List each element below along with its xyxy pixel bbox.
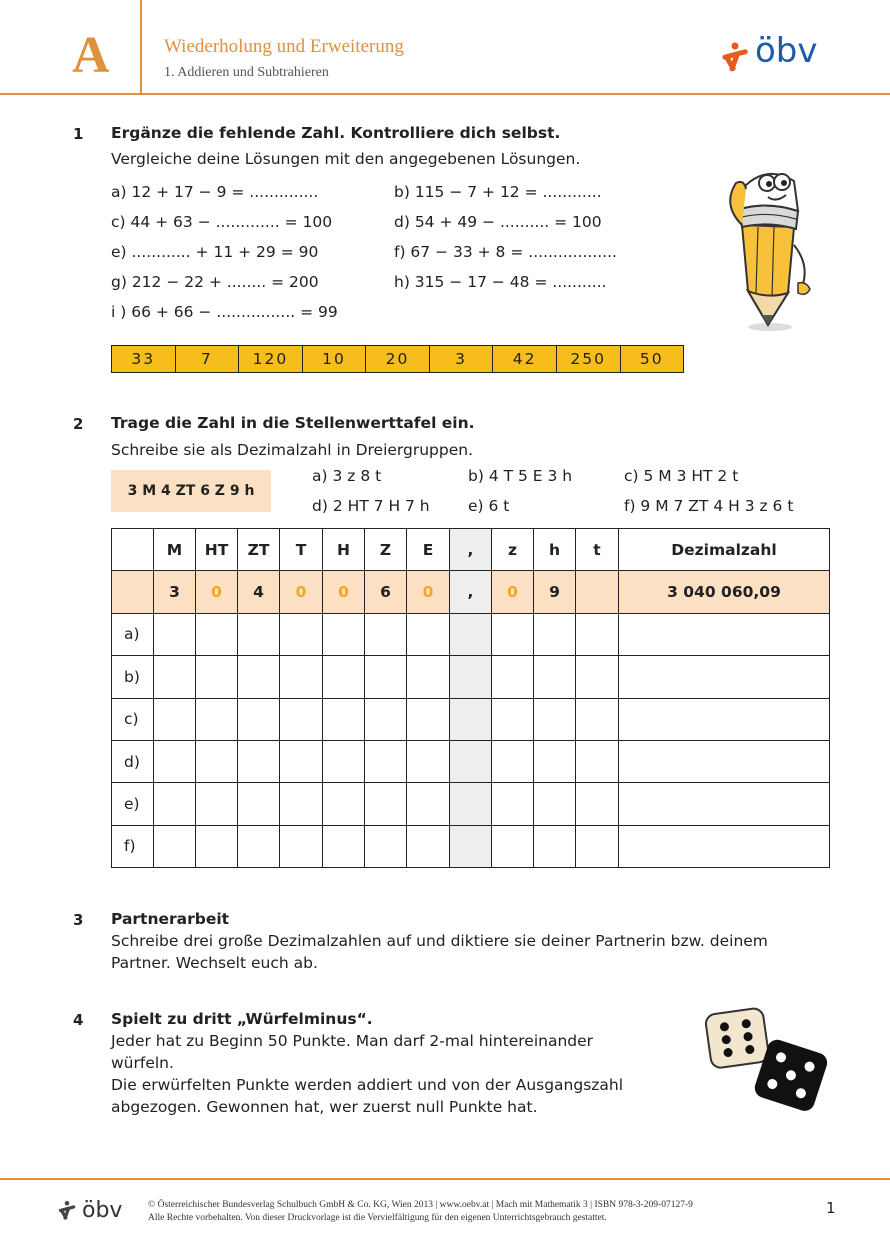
table-cell[interactable]	[238, 698, 280, 740]
place-value-table	[111, 528, 830, 868]
row-label: c)	[112, 698, 154, 740]
exercise-h: h) 315 − 17 − 48 = ...........	[394, 273, 607, 291]
column-header: HT	[196, 529, 238, 571]
table-cell[interactable]	[365, 740, 407, 782]
task-text-line: Die erwürfelten Punkte werden addiert und von der Ausgangszahl	[111, 1076, 624, 1094]
task-number: 1	[73, 125, 84, 143]
table-cell[interactable]	[196, 698, 238, 740]
table-cell[interactable]	[280, 613, 323, 655]
task-instruction: Vergleiche deine Lösungen mit den angegebenen Lösungen.	[111, 150, 581, 168]
task-number: 4	[73, 1011, 84, 1029]
table-cell[interactable]	[407, 825, 450, 867]
table-cell[interactable]	[576, 698, 619, 740]
exercise-f: f) 67 − 33 + 8 = ..................	[394, 243, 617, 261]
row-label: b)	[112, 656, 154, 698]
answer-cell: 250	[557, 346, 621, 372]
row-label: f)	[112, 825, 154, 867]
table-cell[interactable]	[238, 740, 280, 782]
example-box: 3 M 4 ZT 6 Z 9 h	[111, 470, 271, 512]
table-cell[interactable]	[280, 783, 323, 825]
decimal-cell[interactable]	[619, 613, 830, 655]
table-cell: 0	[407, 571, 450, 613]
header-divider	[140, 0, 142, 93]
table-cell[interactable]	[323, 825, 365, 867]
footer-line: Alle Rechte vorbehalten. Von dieser Druckvorlage ist die Vervielfältigung für den eigenen Unterrichtsgebrauch gestattet.	[148, 1213, 607, 1223]
table-cell: 6	[365, 571, 407, 613]
table-cell: ,	[450, 571, 492, 613]
task-text-line: Partner. Wechselt euch ab.	[111, 954, 318, 972]
answer-cell: 50	[639, 350, 664, 368]
decimal-cell[interactable]	[619, 698, 830, 740]
table-cell[interactable]	[196, 740, 238, 782]
column-header: ,	[450, 529, 492, 571]
column-header: H	[323, 529, 365, 571]
table-header-row	[112, 529, 830, 571]
column-header: M	[154, 529, 196, 571]
exercise-e: e) ............ + 11 + 29 = 90	[111, 243, 319, 261]
table-cell[interactable]	[323, 613, 365, 655]
table-cell[interactable]	[534, 698, 576, 740]
row-label: a)	[112, 613, 154, 655]
footer-rule	[0, 1178, 890, 1180]
decimal-cell[interactable]	[619, 783, 830, 825]
table-cell	[450, 656, 492, 698]
table-cell[interactable]	[407, 783, 450, 825]
table-cell[interactable]	[534, 740, 576, 782]
item-c: c) 5 M 3 HT 2 t	[624, 467, 739, 485]
table-cell[interactable]	[365, 825, 407, 867]
table-row	[112, 783, 830, 825]
table-cell[interactable]	[492, 698, 534, 740]
table-cell[interactable]	[154, 656, 196, 698]
table-row	[112, 825, 830, 867]
table-cell	[450, 698, 492, 740]
table-cell[interactable]	[323, 698, 365, 740]
task-text-line: würfeln.	[111, 1054, 174, 1072]
answer-cell: 3	[430, 346, 494, 372]
task-number: 3	[73, 911, 84, 929]
table-cell[interactable]	[365, 656, 407, 698]
table-cell[interactable]	[238, 783, 280, 825]
table-cell[interactable]	[196, 783, 238, 825]
table-cell[interactable]	[576, 613, 619, 655]
table-cell[interactable]	[576, 740, 619, 782]
table-cell[interactable]	[323, 740, 365, 782]
page-number: 1	[826, 1199, 836, 1217]
table-cell[interactable]	[407, 613, 450, 655]
table-cell[interactable]	[534, 825, 576, 867]
table-cell	[450, 825, 492, 867]
table-cell[interactable]	[280, 698, 323, 740]
column-header: T	[280, 529, 323, 571]
answer-cell: 10	[303, 346, 367, 372]
table-cell[interactable]	[576, 656, 619, 698]
task-heading: Partnerarbeit	[111, 910, 230, 928]
table-cell: 0	[492, 571, 534, 613]
answer-cell: 33	[112, 346, 176, 372]
item-b: b) 4 T 5 E 3 h	[468, 467, 573, 485]
task-text-line: abgezogen. Gewonnen hat, wer zuerst null Punkte hat.	[111, 1098, 538, 1116]
table-cell[interactable]	[576, 825, 619, 867]
example-row	[112, 571, 830, 613]
table-cell[interactable]	[196, 825, 238, 867]
table-cell: 3	[154, 571, 196, 613]
exercise-a: a) 12 + 17 − 9 = ..............	[111, 183, 319, 201]
table-cell[interactable]	[196, 613, 238, 655]
pencil-mascot-icon	[710, 165, 825, 335]
answer-cell: 7	[176, 346, 240, 372]
table-cell[interactable]	[492, 656, 534, 698]
column-header: h	[534, 529, 576, 571]
publisher-logo-text: öbv	[755, 31, 818, 71]
table-cell[interactable]	[196, 656, 238, 698]
table-cell[interactable]	[154, 613, 196, 655]
table-cell	[450, 740, 492, 782]
item-e: e) 6 t	[468, 497, 510, 515]
table-cell[interactable]	[154, 698, 196, 740]
table-cell	[450, 783, 492, 825]
item-f: f) 9 M 7 ZT 4 H 3 z 6 t	[624, 497, 794, 515]
column-header: Dezimalzahl	[619, 529, 830, 571]
table-cell: 0	[196, 571, 238, 613]
table-cell	[450, 613, 492, 655]
table-cell: 0	[323, 571, 365, 613]
table-cell[interactable]	[492, 613, 534, 655]
table-cell[interactable]	[534, 613, 576, 655]
table-cell[interactable]	[154, 740, 196, 782]
table-cell[interactable]	[323, 656, 365, 698]
footer-logo-icon	[56, 1200, 78, 1222]
table-row	[112, 613, 830, 655]
publisher-logo-icon	[718, 42, 752, 74]
item-a: a) 3 z 8 t	[312, 467, 382, 485]
answer-cell: 20	[366, 346, 430, 372]
table-cell[interactable]	[492, 740, 534, 782]
table-cell	[112, 571, 154, 613]
table-row	[112, 656, 830, 698]
table-corner	[112, 529, 154, 571]
decimal-cell: 3 040 060,09	[619, 571, 830, 613]
exercise-i: i ) 66 + 66 − ................ = 99	[111, 303, 338, 321]
task-instruction: Schreibe sie als Dezimalzahl in Dreiergruppen.	[111, 441, 474, 459]
table-cell[interactable]	[365, 698, 407, 740]
task-text-line: Schreibe drei große Dezimalzahlen auf und diktiere sie deiner Partnerin bzw. deinem	[111, 932, 768, 950]
footer-line: © Österreichischer Bundesverlag Schulbuch GmbH & Co. KG, Wien 2013 | www.oebv.at | Mach mit Mathematik 3 | ISBN 978-3-209-07127-9	[148, 1200, 693, 1210]
table-cell[interactable]	[492, 783, 534, 825]
table-cell[interactable]	[280, 825, 323, 867]
row-label: d)	[112, 740, 154, 782]
table-cell	[576, 571, 619, 613]
table-cell: 0	[280, 571, 323, 613]
page-title: Wiederholung und Erweiterung	[164, 36, 404, 57]
table-cell[interactable]	[534, 656, 576, 698]
table-cell[interactable]	[492, 825, 534, 867]
table-cell[interactable]	[576, 783, 619, 825]
footer-logo-text: öbv	[82, 1198, 123, 1223]
table-cell[interactable]	[238, 825, 280, 867]
dice-icon	[700, 1005, 830, 1115]
exercise-g: g) 212 − 22 + ........ = 200	[111, 273, 319, 291]
decimal-cell[interactable]	[619, 656, 830, 698]
table-cell[interactable]	[407, 656, 450, 698]
row-label: e)	[112, 783, 154, 825]
table-cell: 4	[238, 571, 280, 613]
page-subtitle: 1. Addieren und Subtrahieren	[164, 65, 329, 80]
table-cell[interactable]	[238, 656, 280, 698]
column-header: z	[492, 529, 534, 571]
task-heading: Ergänze die fehlende Zahl. Kontrolliere dich selbst.	[111, 124, 561, 142]
table-row	[112, 740, 830, 782]
column-header: E	[407, 529, 450, 571]
table-cell[interactable]	[365, 783, 407, 825]
column-header: ZT	[238, 529, 280, 571]
answer-cell: 120	[239, 346, 303, 372]
decimal-cell[interactable]	[619, 740, 830, 782]
header-rule	[0, 93, 890, 95]
decimal-cell[interactable]	[619, 825, 830, 867]
table-cell[interactable]	[365, 613, 407, 655]
column-header: t	[576, 529, 619, 571]
table-cell[interactable]	[280, 740, 323, 782]
table-cell[interactable]	[323, 783, 365, 825]
answer-strip	[111, 345, 684, 373]
exercise-c: c) 44 + 63 − ............. = 100	[111, 213, 333, 231]
answer-cell: 42	[493, 346, 557, 372]
table-cell[interactable]	[154, 825, 196, 867]
table-row	[112, 698, 830, 740]
table-cell[interactable]	[407, 740, 450, 782]
column-header: Z	[365, 529, 407, 571]
item-d: d) 2 HT 7 H 7 h	[312, 497, 430, 515]
chapter-letter: A	[72, 27, 110, 84]
task-heading: Trage die Zahl in die Stellenwerttafel ein.	[111, 414, 475, 432]
table-cell[interactable]	[407, 698, 450, 740]
task-heading: Spielt zu dritt „Würfelminus“.	[111, 1010, 373, 1028]
exercise-b: b) 115 − 7 + 12 = ............	[394, 183, 602, 201]
table-cell[interactable]	[154, 783, 196, 825]
table-cell: 9	[534, 571, 576, 613]
table-cell[interactable]	[238, 613, 280, 655]
table-cell[interactable]	[534, 783, 576, 825]
exercise-d: d) 54 + 49 − .......... = 100	[394, 213, 602, 231]
footer-copyright	[148, 1199, 693, 1225]
task-number: 2	[73, 415, 84, 433]
table-cell[interactable]	[280, 656, 323, 698]
task-text-line: Jeder hat zu Beginn 50 Punkte. Man darf 2-mal hintereinander	[111, 1032, 594, 1050]
